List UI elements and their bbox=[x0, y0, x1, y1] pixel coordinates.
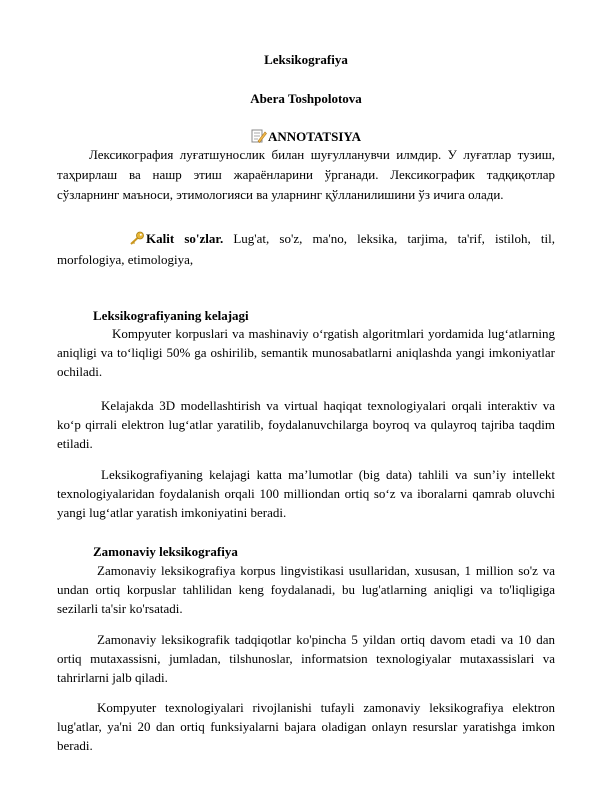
keywords-label: Kalit so'zlar. bbox=[146, 231, 224, 246]
author-name: Abera Toshpolotova bbox=[250, 91, 362, 106]
annotation-text: Лексикография луғатшунослик билан шуғулланувчи илмдир. У луғатлар тузиш, таҳрирлаш ва нашр этиш жараёнларини ўрганади. Лексикографик тадқиқотлар сўзларнинг маъноси, этимологияси ва уларнинг қўлланилишини ўз ичига олади. bbox=[57, 147, 555, 202]
modern-paragraph-3: Kompyuter texnologiyalari rivojlanishi tufayli zamonaviy leksikografiya elektron lug'atlar, ya'ni 20 dan ortiq funksiyalarni bajara oladigan onlayn resurslar yaratishga imkon beradi. bbox=[57, 700, 555, 753]
annotation-heading-label: ANNOTATSIYA bbox=[268, 129, 361, 144]
modern-paragraph-2: Zamonaviy leksikografik tadqiqotlar ko'pincha 5 yildan ortiq davom etadi va 10 dan ortiq mutaxassisni, jumladan, tilshunoslar, informatsion texnologiyalar mutaxassislari va tahrirlarni jalb qiladi. bbox=[57, 632, 555, 685]
key-icon bbox=[93, 231, 145, 250]
modern-paragraph-1: Zamonaviy leksikografiya korpus lingvistikasi usullaridan, xususan, 1 million so'z va undan ortiq korpuslar tahlilidan keng foydalanadi, bu lug'atlarning aniqligi va to'liqligiga sezilarli ta'sir ko'rsatadi. bbox=[57, 563, 555, 616]
future-heading: Leksikografiyaning kelajagi bbox=[93, 308, 249, 323]
future-paragraph-2: Kelajakda 3D modellashtirish va virtual haqiqat texnologiyalari orqali interaktiv va koʻp qirrali elektron lugʻatlar yaratilib, foydalanuvchilarga boyroq va qulayroq tajriba taqdim etiladi. bbox=[57, 398, 555, 451]
keywords-paragraph bbox=[57, 229, 555, 269]
future-paragraph-1: Kompyuter korpuslari va mashinaviy oʻrgatish algoritmlari yordamida lugʻatlarning aniqligi va toʻliqligi 50% ga oshirilib, semantik munosabatlarni aniqlashda yangi imkoniyatlar ochiladi. bbox=[57, 326, 555, 379]
document-title: Leksikografiya bbox=[264, 52, 348, 67]
modern-heading: Zamonaviy leksikografiya bbox=[93, 544, 238, 559]
keywords-list: Lug'at, so'z, ma'no, leksika, tarjima, ta'rif, istiloh, til, morfologiya, etimologiya, bbox=[57, 231, 555, 267]
future-paragraph-3: Leksikografiyaning kelajagi katta maʼlumotlar (big data) tahlili va sunʼiy intellekt texnologiyalaridan foydalanish orqali 100 milliondan ortiq soʻz va iboralarni qamrab oluvchi yangi lugʻatlar yaratish imkoniyatini beradi. bbox=[57, 467, 555, 520]
